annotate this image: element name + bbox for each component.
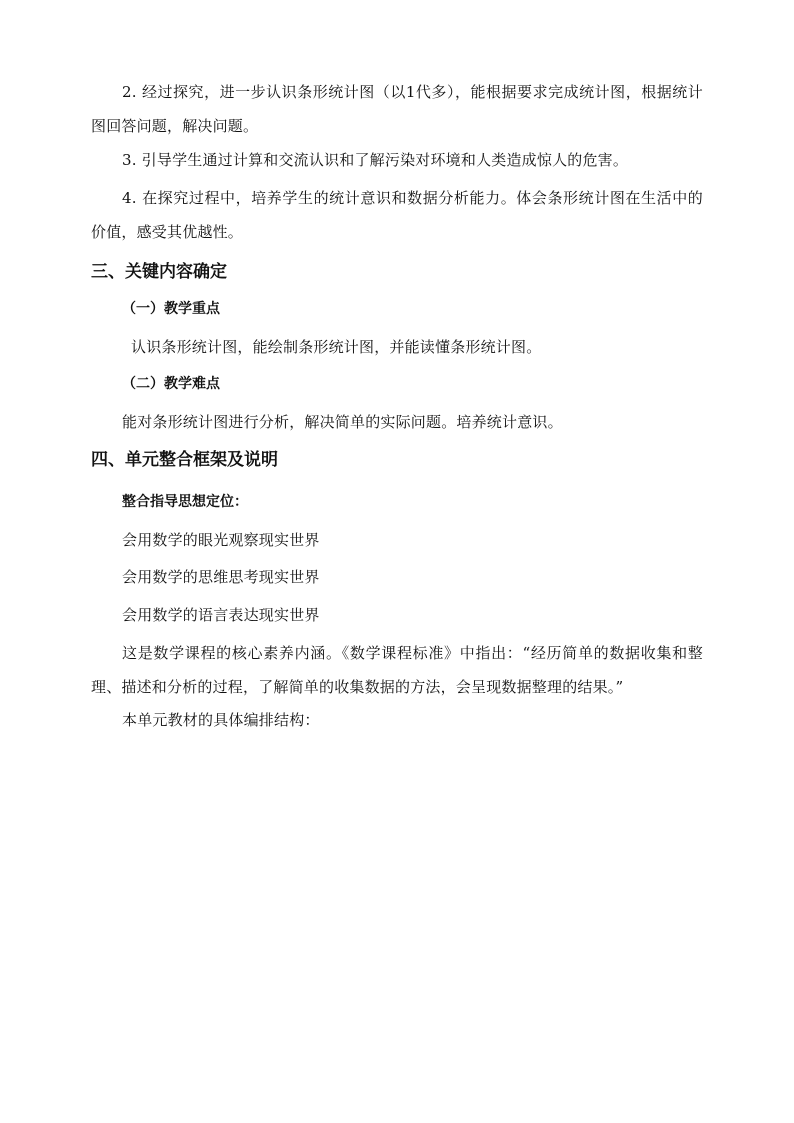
guiding-thought-title: 整合指导思想定位： (122, 494, 248, 510)
objective-item-3: 3. 引导学生通过计算和交流认识和了解污染对环境和人类造成惊人的危害。 (122, 151, 629, 169)
objective-item-2: 2. 经过探究，进一步认识条形统计图（以1代多），能根据要求完成统计图，根据统计图回答问题，解决问题。 (91, 83, 703, 135)
difficulty-subheading: （二）教学难点 (122, 376, 220, 392)
key-points-text: 认识条形统计图，能绘制条形统计图，并能读懂条形统计图。 (131, 338, 542, 356)
core-literacy-paragraph: 这是数学课程的核心素养内涵。《数学课程标准》中指出：“经历简单的数据收集和整理、描述和分析的过程，了解简单的收集数据的方法，会呈现数据整理的结果。” (91, 644, 703, 696)
section-3-heading: 三、关键内容确定 (91, 262, 227, 282)
section-4-heading: 四、单元整合框架及说明 (91, 450, 278, 470)
literacy-line-express: 会用数学的语言表达现实世界 (122, 606, 320, 624)
objective-item-4: 4. 在探究过程中，培养学生的统计意识和数据分析能力。体会条形统计图在生活中的价值，感受其优越性。 (91, 189, 703, 241)
literacy-line-think: 会用数学的思维思考现实世界 (122, 568, 320, 586)
literacy-line-observe: 会用数学的眼光观察现实世界 (122, 531, 320, 549)
key-points-subheading: （一）教学重点 (122, 301, 220, 317)
structure-intro: 本单元教材的具体编排结构： (122, 711, 320, 729)
difficulty-text: 能对条形统计图进行分析，解决简单的实际问题。培养统计意识。 (122, 413, 563, 431)
